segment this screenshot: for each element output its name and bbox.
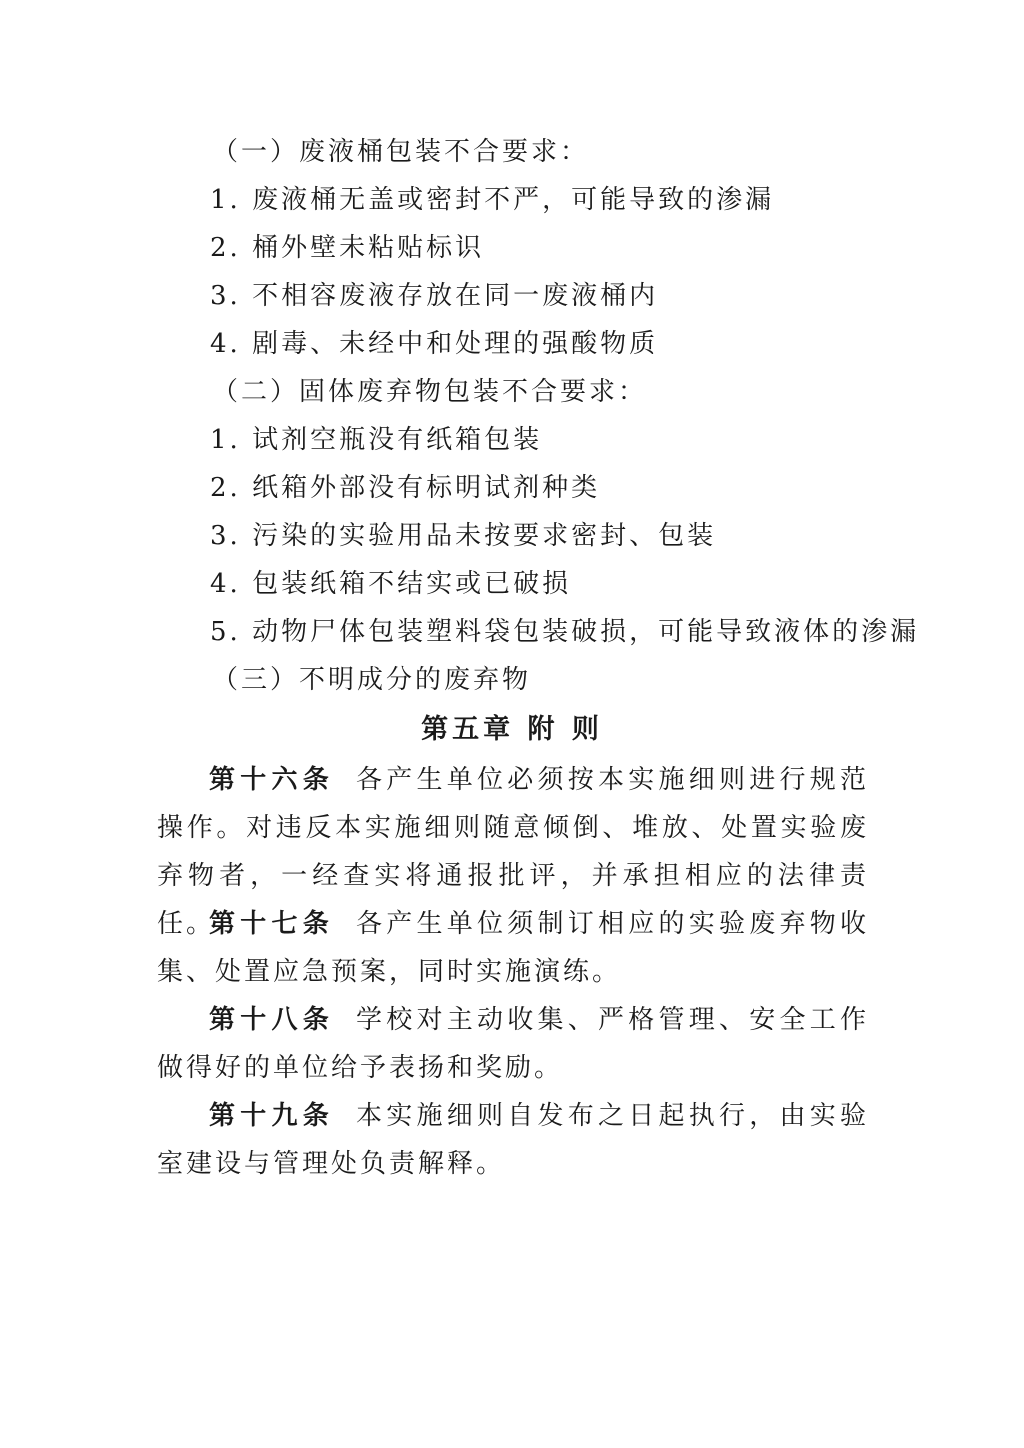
list-item: 3. 污染的实验用品未按要求密封、包装 xyxy=(210,521,717,551)
list-item: 3. 不相容废液存放在同一废液桶内 xyxy=(210,281,659,311)
article-text: 各产生单位须制订相应的实验废弃物收集、处置应急预案，同时实施演练。 xyxy=(157,909,869,987)
section-2-title: （二）固体废弃物包装不合要求： xyxy=(212,377,648,407)
article-text: 学校对主动收集、严格管理、安全工作做得好的单位给予表扬和奖励。 xyxy=(157,1005,869,1083)
section-1-title: （一）废液桶包装不合要求： xyxy=(212,137,590,167)
list-item: 5. 动物尸体包装塑料袋包装破损，可能导致液体的渗漏 xyxy=(210,617,920,647)
list-item: 4. 包装纸箱不结实或已破损 xyxy=(210,569,572,599)
section-3-title: （三）不明成分的废弃物 xyxy=(212,665,532,695)
article-17 xyxy=(157,900,869,996)
list-item: 2. 纸箱外部没有标明试剂种类 xyxy=(210,473,601,503)
article-label: 第十八条 xyxy=(209,1005,334,1035)
list-item: 1. 试剂空瓶没有纸箱包装 xyxy=(210,425,543,455)
article-label: 第十六条 xyxy=(209,765,334,795)
article-label: 第十七条 xyxy=(209,909,334,939)
chapter-heading: 第五章 附 则 xyxy=(421,714,603,745)
article-19 xyxy=(157,1092,869,1188)
list-item: 4. 剧毒、未经中和处理的强酸物质 xyxy=(210,329,659,359)
list-item: 2. 桶外壁未粘贴标识 xyxy=(210,233,485,263)
list-item: 1. 废液桶无盖或密封不严，可能导致的渗漏 xyxy=(210,185,775,215)
article-18 xyxy=(157,996,869,1092)
article-text: 各产生单位必须按本实施细则进行规范操作。对违反本实施细则随意倾倒、堆放、处置实验废弃物者，一经查实将通报批评，并承担相应的法律责任。 xyxy=(157,765,869,939)
article-label: 第十九条 xyxy=(209,1101,334,1131)
article-text: 本实施细则自发布之日起执行，由实验室建设与管理处负责解释。 xyxy=(157,1101,869,1179)
